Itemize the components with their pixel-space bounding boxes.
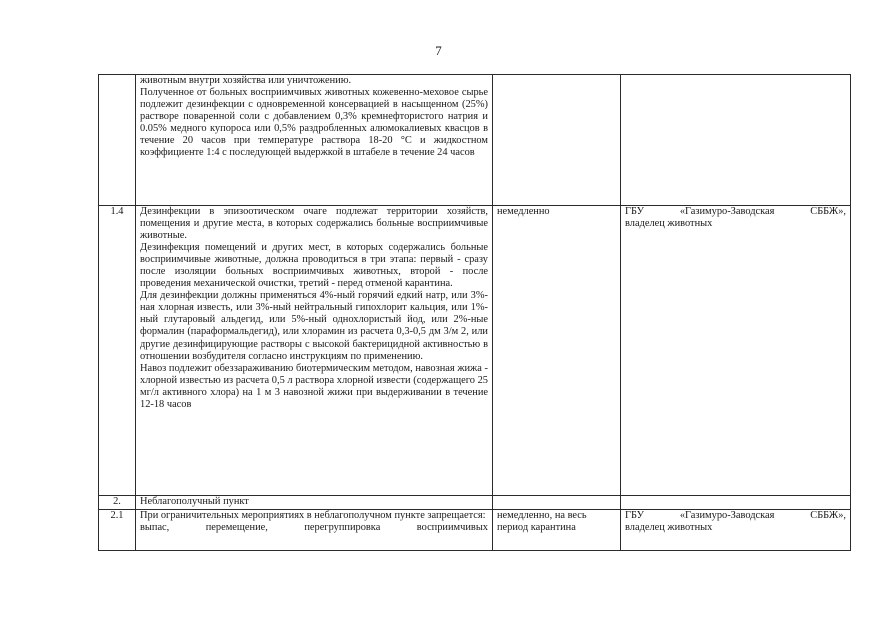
- row-number: 1.4: [99, 206, 136, 496]
- measure-paragraph: Навоз подлежит обеззараживанию биотермическим методом, навозная жижа - хлорной известью из расчета 0,5 л раствора хлорной извести (содержащего 25 мг/л активного хлора) на 1 м 3 навозной жижи при выдерживании в течение 12-18 часов: [140, 362, 488, 410]
- measures-table: [98, 74, 851, 551]
- responsible-line: владелец животных: [625, 522, 713, 534]
- table-row: [99, 496, 851, 510]
- measure-paragraph: Для дезинфекции должны применяться 4%-ный горячий едкий натр, или 3%-ная хлорная известь, или 3%-ный нейтральный гипохлорит кальция, или 1%-ный глутаровый альдегид, или 5%-ный однохлористый йод, или 2%-ные формалин (параформальдегид), или хлорамин из расчета 0,3-0,5 дм 3/м 2, или другие дезинфицирующие растворы с высокой бактерицидной активностью в отношении возбудителя согласно инструкциям по применению.: [140, 290, 488, 362]
- deadline-cell: [493, 510, 621, 551]
- deadline-cell: [493, 206, 621, 496]
- responsible-cell: [621, 496, 851, 510]
- deadline-text: немедленно, на весь период карантина: [497, 510, 587, 534]
- table-row: [99, 510, 851, 551]
- responsible-cell: [621, 206, 851, 496]
- measure-paragraph: Дезинфекция помещений и других мест, в которых содержались больные восприимчивые животные, должна проводиться в три этапа: первый - сразу после изоляции больных восприимчивых животных, второй - после проведения механической очистки, третий - перед отменой карантина.: [140, 242, 488, 290]
- responsible-cell: [621, 75, 851, 206]
- deadline-cell: [493, 496, 621, 510]
- row-number: 2.1: [99, 510, 136, 551]
- measure-paragraph: выпас, перемещение, перегруппировка восприимчивых: [140, 522, 488, 534]
- measure-paragraph: животным внутри хозяйства или уничтожению.: [140, 75, 352, 86]
- measure-text: [136, 510, 493, 551]
- responsible-line: ГБУ «Газимуро-Заводская СББЖ»,: [625, 206, 846, 217]
- row-number: [99, 75, 136, 206]
- responsible-line: ГБУ «Газимуро-Заводская СББЖ»,: [625, 510, 846, 521]
- deadline-text: немедленно: [497, 206, 550, 217]
- measure-text: [136, 75, 493, 206]
- table-row: [99, 75, 851, 206]
- measure-paragraph: Неблагополучный пункт: [140, 496, 249, 507]
- table-row: [99, 206, 851, 496]
- section-heading: [136, 496, 493, 510]
- measure-text: [136, 206, 493, 496]
- page-number: 7: [435, 43, 442, 58]
- deadline-cell: [493, 75, 621, 206]
- responsible-cell: [621, 510, 851, 551]
- responsible-line: владелец животных: [625, 218, 713, 230]
- measure-paragraph: Полученное от больных восприимчивых животных кожевенно-меховое сырье подлежит дезинфекции с одновременной консервацией в насыщенном (25%) растворе поваренной соли с добавлением 0,3% кремнефтористого натрия и 0.05% медного купороса или 0,5% раздробленных алюмокалиевых квасцов в течение 20 часов при температуре раствора 18-20 °С и жидкостном коэффициенте 1:4 с последующей выдержкой в штабеле в течение 24 часов: [140, 87, 488, 159]
- measure-paragraph: Дезинфекции в эпизоотическом очаге подлежат территории хозяйств, помещения и другие места, в которых содержались больные восприимчивые животные.: [140, 206, 488, 242]
- measure-paragraph: При ограничительных мероприятиях в неблагополучном пункте запрещается:: [140, 510, 486, 521]
- row-number: 2.: [99, 496, 136, 510]
